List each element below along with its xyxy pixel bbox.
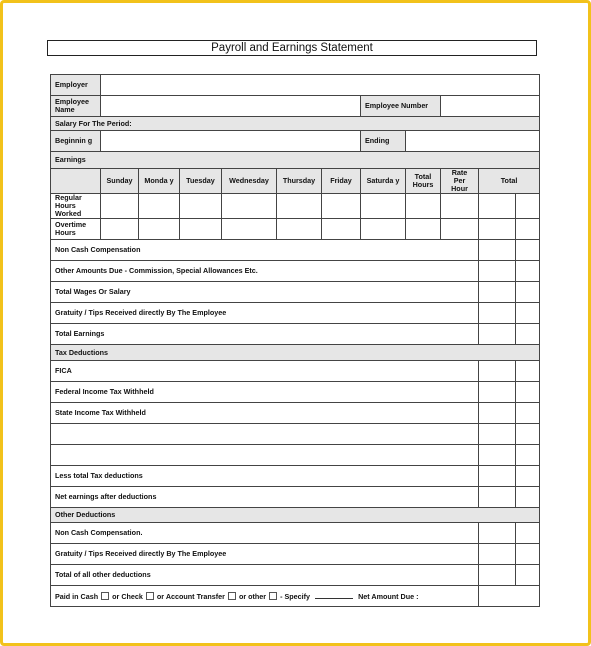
summary-row-label: Other Amounts Due - Commission, Special Allowances Etc. <box>51 261 479 282</box>
amount-cell[interactable] <box>479 544 516 565</box>
check-checkbox[interactable] <box>146 592 154 600</box>
amount-cell[interactable] <box>479 523 516 544</box>
document-title: Payroll and Earnings Statement <box>47 40 537 56</box>
amount-cell[interactable] <box>516 382 540 403</box>
amount-cell[interactable] <box>479 466 516 487</box>
overtime-hours-cell[interactable] <box>222 219 277 240</box>
overtime-hours-cell[interactable] <box>277 219 322 240</box>
amount-cell[interactable] <box>479 261 516 282</box>
overtime-hours-cell[interactable] <box>441 219 479 240</box>
net-amount-due-label: Net Amount Due : <box>358 591 419 601</box>
cash-checkbox[interactable] <box>101 592 109 600</box>
regular-hours-cell[interactable] <box>441 194 479 219</box>
other-row-label: Non Cash Compensation. <box>51 523 479 544</box>
beginning-label: Beginnin g <box>51 131 101 152</box>
net-earnings-label: Net earnings after deductions <box>51 487 479 508</box>
regular-hours-cell[interactable] <box>222 194 277 219</box>
other-row-label: Gratuity / Tips Received directly By The Employee <box>51 544 479 565</box>
col-monday: Monda y <box>139 169 180 194</box>
amount-cell[interactable] <box>516 466 540 487</box>
other-row-label: Total of all other deductions <box>51 565 479 586</box>
amount-cell[interactable] <box>516 361 540 382</box>
amount-cell[interactable] <box>516 240 540 261</box>
col-total: Total <box>479 169 540 194</box>
amount-cell[interactable] <box>516 324 540 345</box>
amount-cell[interactable] <box>516 424 540 445</box>
net-amount-due-field[interactable] <box>479 586 540 607</box>
regular-hours-cell[interactable] <box>361 194 406 219</box>
amount-cell[interactable] <box>479 445 516 466</box>
account-transfer-label: or Account Transfer <box>156 591 225 601</box>
employee-number-label: Employee Number <box>361 96 441 117</box>
amount-cell[interactable] <box>516 282 540 303</box>
col-wednesday: Wednesday <box>222 169 277 194</box>
amount-cell[interactable] <box>479 424 516 445</box>
tax-row-label: Federal Income Tax Withheld <box>51 382 479 403</box>
specify-field[interactable] <box>315 592 353 599</box>
regular-hours-cell[interactable] <box>406 194 441 219</box>
regular-hours-cell[interactable] <box>101 194 139 219</box>
beginning-field[interactable] <box>101 131 361 152</box>
amount-cell[interactable] <box>516 487 540 508</box>
amount-cell[interactable] <box>516 523 540 544</box>
amount-cell[interactable] <box>516 445 540 466</box>
regular-hours-cell[interactable] <box>139 194 180 219</box>
summary-row-label: Non Cash Compensation <box>51 240 479 261</box>
tax-row-blank[interactable] <box>51 424 479 445</box>
overtime-hours-cell[interactable] <box>139 219 180 240</box>
salary-period-label: Salary For The Period: <box>51 117 540 131</box>
amount-cell[interactable] <box>516 565 540 586</box>
amount-cell[interactable] <box>479 303 516 324</box>
earnings-header-corner <box>51 169 101 194</box>
ending-label: Ending <box>361 131 406 152</box>
summary-row-label: Total Earnings <box>51 324 479 345</box>
summary-row-label: Total Wages Or Salary <box>51 282 479 303</box>
specify-label: - Specify <box>280 591 311 601</box>
regular-hours-label: Regular Hours Worked <box>51 194 101 219</box>
other-checkbox[interactable] <box>269 592 277 600</box>
overtime-hours-cell[interactable] <box>322 219 361 240</box>
amount-cell[interactable] <box>479 324 516 345</box>
overtime-hours-cell[interactable] <box>479 219 516 240</box>
employee-number-field[interactable] <box>441 96 540 117</box>
or-check-label: or Check <box>112 591 143 601</box>
regular-hours-cell[interactable] <box>479 194 516 219</box>
amount-cell[interactable] <box>479 240 516 261</box>
tax-row-blank[interactable] <box>51 445 479 466</box>
regular-hours-cell[interactable] <box>322 194 361 219</box>
tax-row-label: State Income Tax Withheld <box>51 403 479 424</box>
amount-cell[interactable] <box>516 403 540 424</box>
employee-name-label: Employee Name <box>51 96 101 117</box>
or-other-label: or other <box>238 591 267 601</box>
tax-row-label: FICA <box>51 361 479 382</box>
amount-cell[interactable] <box>516 303 540 324</box>
overtime-hours-cell[interactable] <box>516 219 540 240</box>
tax-deductions-heading: Tax Deductions <box>51 345 540 361</box>
employer-field[interactable] <box>101 75 540 96</box>
earnings-heading: Earnings <box>51 152 540 169</box>
employer-label: Employer <box>51 75 101 96</box>
paid-in-cash-label: Paid in Cash <box>55 591 99 601</box>
overtime-hours-label: Overtime Hours <box>51 219 101 240</box>
col-saturday: Saturda y <box>361 169 406 194</box>
employee-name-field[interactable] <box>101 96 361 117</box>
ending-field[interactable] <box>406 131 540 152</box>
payment-method-row <box>51 586 479 607</box>
other-deductions-heading: Other Deductions <box>51 508 540 523</box>
overtime-hours-cell[interactable] <box>361 219 406 240</box>
summary-row-label: Gratuity / Tips Received directly By The Employee <box>51 303 479 324</box>
regular-hours-cell[interactable] <box>277 194 322 219</box>
overtime-hours-cell[interactable] <box>101 219 139 240</box>
overtime-hours-cell[interactable] <box>406 219 441 240</box>
amount-cell[interactable] <box>479 403 516 424</box>
amount-cell[interactable] <box>516 544 540 565</box>
regular-hours-cell[interactable] <box>180 194 222 219</box>
col-tuesday: Tuesday <box>180 169 222 194</box>
amount-cell[interactable] <box>479 361 516 382</box>
amount-cell[interactable] <box>479 565 516 586</box>
payroll-form <box>50 74 540 607</box>
amount-cell[interactable] <box>516 261 540 282</box>
amount-cell[interactable] <box>479 382 516 403</box>
col-rate-per-hour: Rate Per Hour <box>441 169 479 194</box>
amount-cell[interactable] <box>479 282 516 303</box>
amount-cell[interactable] <box>479 487 516 508</box>
col-friday: Friday <box>322 169 361 194</box>
col-thursday: Thursday <box>277 169 322 194</box>
transfer-checkbox[interactable] <box>228 592 236 600</box>
col-total-hours: Total Hours <box>406 169 441 194</box>
regular-hours-cell[interactable] <box>516 194 540 219</box>
less-total-tax-label: Less total Tax deductions <box>51 466 479 487</box>
col-sunday: Sunday <box>101 169 139 194</box>
overtime-hours-cell[interactable] <box>180 219 222 240</box>
